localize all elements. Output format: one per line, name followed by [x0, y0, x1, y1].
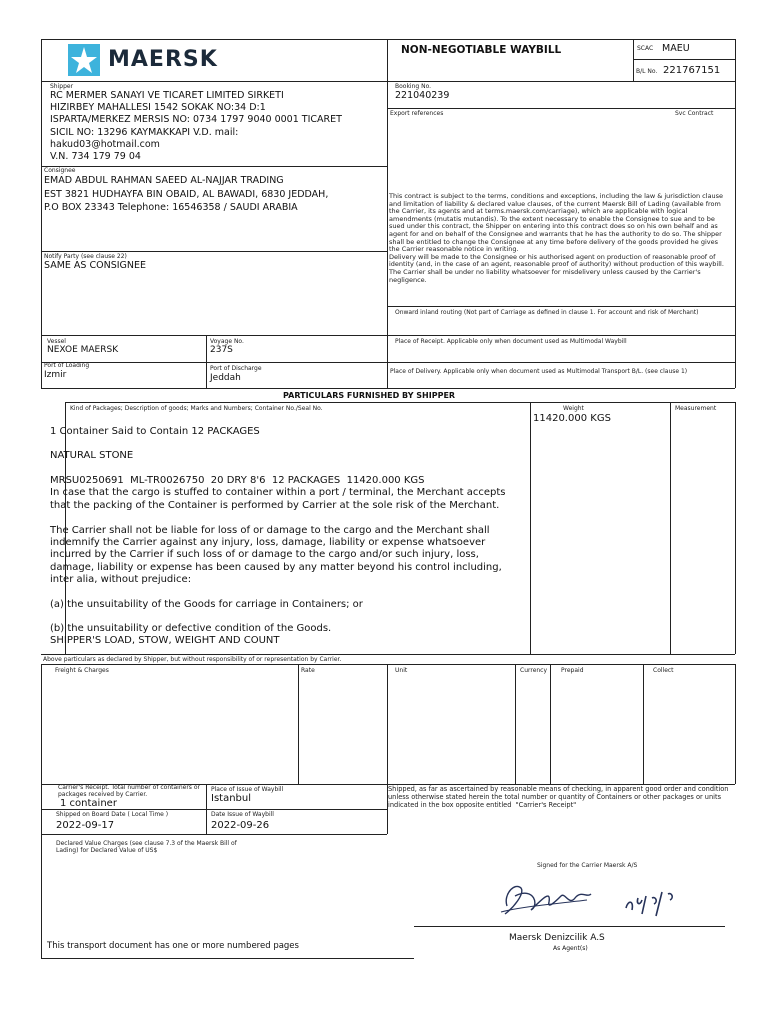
svc-contract-label: Svc Contract: [675, 110, 714, 117]
frame-measure-divider: [670, 402, 671, 654]
weight-label: Weight: [563, 405, 584, 412]
charges-header-unit: Unit: [395, 667, 408, 674]
shipper-address: RC MERMER SANAYI VE TICARET LIMITED SIRKETI HIZIRBEY MAHALLESI 1542 SOKAK NO:34 D:1 ISPARTA/MERKEZ MERSIS NO: 0734 1797 9040 0001 TICARET SICIL NO: 13296 KAYMAKKAPI V.D. mail: hakud03@hotmail.com V.N. 734 179 79 04: [50, 90, 342, 163]
goods-label: Kind of Packages; Description of goods; Marks and Numbers; Container No./Seal No.: [70, 405, 323, 412]
frame-particulars-top: [65, 402, 735, 403]
frame-charges-top: [41, 664, 735, 665]
booking-label: Booking No.: [395, 83, 432, 90]
charges-header-collect: Collect: [653, 667, 674, 674]
frame-currency-divider: [515, 664, 516, 784]
scac-value: MAEU: [662, 43, 690, 54]
frame-top: [41, 39, 735, 40]
port-of-loading-value: Izmir: [44, 370, 67, 380]
weight-value: 11420.000 KGS: [533, 413, 611, 424]
numbered-pages-note: This transport document has one or more numbered pages: [47, 941, 299, 951]
voyage-label: Voyage No.: [210, 338, 244, 345]
maersk-logo-text: MAERSK: [108, 47, 218, 72]
carrier-initials: [622, 888, 682, 918]
frame-scac-divider: [633, 39, 634, 81]
frame-scac-bottom: [633, 59, 735, 60]
place-of-receipt-label: Place of Receipt. Applicable only when document used as Multimodal Waybill: [395, 338, 627, 345]
charges-header-prepaid: Prepaid: [561, 667, 584, 674]
frame-declared-bottom: [41, 958, 414, 959]
frame-collect-divider: [643, 664, 644, 784]
notify-party-label: Notify Party (see clause 22): [44, 253, 127, 260]
place-of-issue-label: Place of Issue of Waybill: [211, 786, 284, 793]
scac-label: SCAC: [637, 45, 654, 52]
signature-line: [414, 926, 725, 927]
carriers-receipt-value: 1 container: [60, 798, 117, 809]
consignee-label: Consignee: [44, 167, 76, 174]
bl-no-label: B/L No.: [636, 68, 658, 75]
bl-no-value: 221767151: [663, 65, 721, 76]
frame-shipper-bottom: [41, 166, 387, 167]
frame-particulars-right: [735, 402, 736, 654]
booking-value: 221040239: [395, 90, 450, 101]
frame-notify-bottom: [41, 335, 735, 336]
shipped-condition-text: Shipped, as far as ascertained by reasonable means of checking, in apparent good order and condition unless otherwise stated herein the total number or quantity of Containers or other packages or units indicated in the box opposite entitled "Carrier's Receipt": [388, 785, 729, 810]
shipper-label: Shipper: [50, 83, 74, 90]
frame-logo-bottom: [41, 81, 735, 82]
charges-header-rate: Rate: [301, 667, 315, 674]
goods-liability-clause: The Carrier shall not be liable for loss of or damage to the cargo and the Merchant shall indemnify the Carrier against any injury, loss, damage, liability or expense whatsoever incurred by the Carrier if such loss of or damage to the cargo and/or such injury, loss, damage, liability or expense has been caused by any matter beyond his control including, inter alia, without prejudice:: [50, 525, 502, 585]
frame-charges-left: [41, 664, 42, 958]
vessel-label: Vessel: [47, 338, 66, 345]
goods-clause-a: (a) the unsuitability of the Goods for carriage in Containers; or: [50, 599, 363, 610]
frame-voyage-divider: [206, 335, 207, 388]
frame-booking-bottom: [387, 108, 735, 109]
above-particulars-note: Above particulars as declared by Shipper, but without responsibility of or representation by Carrier.: [43, 656, 342, 663]
place-of-issue-value: Istanbul: [211, 793, 252, 804]
goods-description: NATURAL STONE: [50, 450, 134, 461]
date-of-issue-value: 2022-09-26: [211, 820, 270, 831]
voyage-value: 237S: [210, 345, 233, 355]
shipped-on-board-value: 2022-09-17: [56, 820, 115, 831]
export-references-label: Export references: [390, 110, 444, 117]
consignee-address: EMAD ABDUL RAHMAN SAEED AL-NAJJAR TRADING EST 3821 HUDHAYFA BIN OBAID, AL BAWADI, 6830 JEDDAH, P.O BOX 23343 Telephone: 16546358 / SAUDI ARABIA: [44, 175, 329, 213]
carrier-signature: [495, 876, 595, 920]
date-of-issue-label: Date Issue of Waybill: [211, 811, 274, 818]
goods-container-details: MRSU0250691 ML-TR0026750 20 DRY 8'6 12 PACKAGES 11420.000 KGS In case that the cargo is stuffed to container within a port / terminal, the Merchant accepts that the packing of the Container is performed by Carrier at the sole risk of the Merchant.: [50, 475, 506, 511]
port-of-loading-label: Port of Loading: [44, 362, 90, 369]
notify-party-value: SAME AS CONSIGNEE: [44, 260, 146, 271]
declared-value-label: Declared Value Charges (see clause 7.3 of the Maersk Bill of Lading) for Declared Value of US$: [56, 840, 237, 854]
measurement-label: Measurement: [675, 405, 717, 412]
port-of-discharge-value: Jeddah: [210, 373, 241, 383]
charges-header-freight: Freight & Charges: [55, 667, 109, 674]
shipped-on-board-label: Shipped on Board Date ( Local Time ): [56, 811, 169, 818]
goods-clause-b: (b) the unsuitability or defective condition of the Goods. SHIPPER'S LOAD, STOW, WEIGHT AND COUNT: [50, 623, 332, 647]
particulars-heading: PARTICULARS FURNISHED BY SHIPPER: [283, 391, 456, 400]
goods-container-count: 1 Container Said to Contain 12 PACKAGES: [50, 426, 260, 437]
agent-name: Maersk Denizcilik A.S: [509, 933, 605, 943]
vessel-value: NEXOE MAERSK: [47, 345, 119, 355]
frame-weight-divider: [530, 402, 531, 654]
charges-header-currency: Currency: [520, 667, 548, 674]
frame-consignee-bottom: [41, 251, 387, 252]
port-of-discharge-label: Port of Discharge: [210, 365, 262, 372]
frame-charges-right: [735, 664, 736, 784]
frame-vessel-bottom: [41, 362, 735, 363]
frame-rate-divider: [298, 664, 299, 784]
onward-routing-label: Onward inland routing (Not part of Carriage as defined in clause 1. For account and risk of Merchant): [395, 309, 699, 316]
maersk-star-icon: [68, 44, 100, 76]
carriers-receipt-label: Carrier's Receipt. Total number of containers or packages received by Carrier.: [58, 784, 200, 798]
frame-prepaid-divider: [550, 664, 551, 784]
frame-right: [735, 39, 736, 388]
place-of-delivery-label: Place of Delivery. Applicable only when document used as Multimodal Transport B/L. (see clause 1): [390, 368, 688, 375]
document-title: NON-NEGOTIABLE WAYBILL: [401, 44, 562, 56]
as-agents-label: As Agent(s): [553, 945, 588, 952]
signed-for-carrier-text: Signed for the Carrier Maersk A/S: [537, 862, 638, 869]
frame-contract-bottom: [387, 306, 735, 307]
contract-terms-text: This contract is subject to the terms, conditions and exceptions, including the law & jurisdiction clause and limitation of liability & declared value clauses, of the current Maersk Bill of Lading (available from the Carrier, its agents and at terms.maersk.com/carriage), which are applicable with logical amendments (mutatis mutandis). To the extent necessary to enable the Consignee to sue and to be sued under this contract, the Shipper on entering into this contract does so on his own behalf and as agent for and on behalf of the Consignee and warrants that he has the authority to do so. The shipper shall be entitled to change the Consignee at any time before delivery of the goods provided he gives the Carrier reasonable notice in writing. Delivery will be made to the Consignee or his authorised agent on production of reasonable proof of identity (and, in the case of an agent, reasonable proof of authority) without production of this waybill. The Carrier shall be under no liability whatsoever for misdelivery unless caused by the Carrier's negligence.: [389, 192, 724, 284]
frame-particulars-bottom: [41, 654, 735, 655]
frame-port-bottom: [41, 388, 735, 389]
frame-dates-bottom: [41, 834, 387, 835]
